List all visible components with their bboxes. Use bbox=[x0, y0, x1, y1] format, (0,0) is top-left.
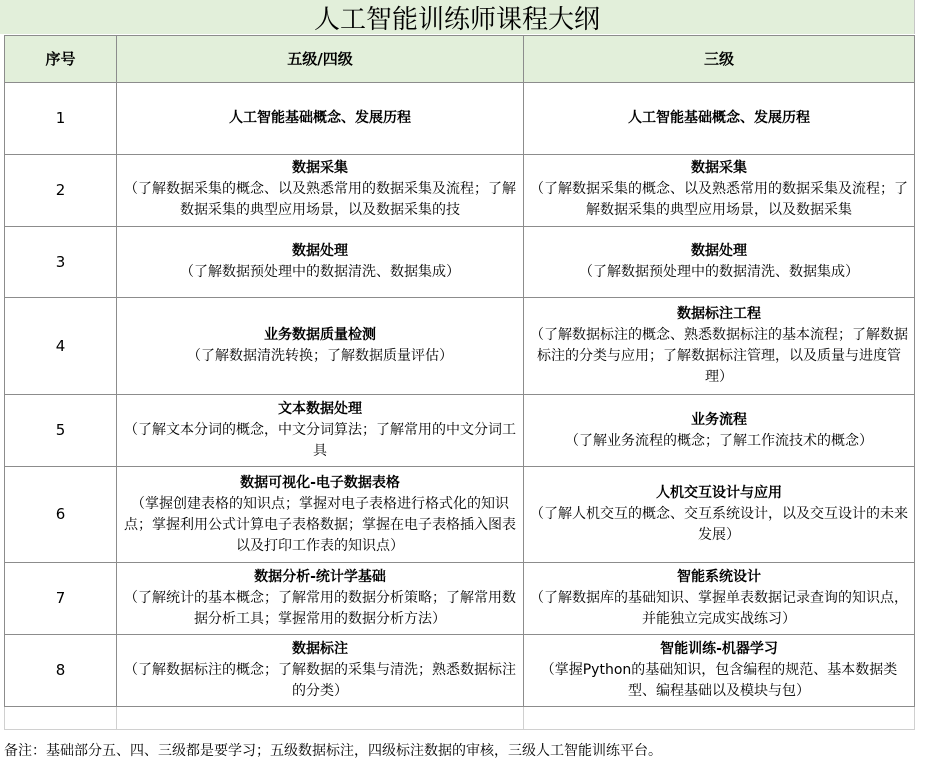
right-cell bbox=[524, 635, 915, 707]
right-cell-title: 数据采集 bbox=[691, 159, 747, 176]
right-cell bbox=[524, 83, 915, 155]
row-number: 5 bbox=[5, 395, 117, 467]
table-row bbox=[5, 155, 915, 227]
right-cell-desc: （了解业务流程的概念；了解工作流技术的概念） bbox=[565, 432, 873, 449]
left-cell bbox=[117, 227, 524, 298]
right-cell-title: 数据处理 bbox=[691, 243, 747, 259]
left-cell-desc: （掌握创建表格的知识点；掌握对电子表格进行格式化的知识点；掌握利用公式计算电子表格数据；掌握在电子表格插入图表以及打印工作表的知识点） bbox=[124, 495, 516, 554]
right-cell bbox=[524, 298, 915, 395]
empty-cell bbox=[524, 707, 915, 730]
right-gutter bbox=[915, 0, 926, 773]
right-cell-desc: （了解数据库的基础知识、掌握单表数据记录查询的知识点，并能独立完成实战练习） bbox=[530, 590, 908, 627]
row-number: 4 bbox=[5, 298, 117, 395]
table-row bbox=[5, 395, 915, 467]
header-level-3: 三级 bbox=[524, 36, 915, 83]
header-row bbox=[5, 36, 915, 83]
row-number: 6 bbox=[5, 467, 117, 563]
empty-row bbox=[5, 707, 915, 730]
table-row bbox=[5, 83, 915, 155]
row-number: 8 bbox=[5, 635, 117, 707]
right-cell-title: 智能训练-机器学习 bbox=[660, 641, 778, 657]
table-row bbox=[5, 467, 915, 563]
left-cell bbox=[117, 467, 524, 563]
left-cell bbox=[117, 298, 524, 395]
left-cell bbox=[117, 635, 524, 707]
header-level-5-4: 五级/四级 bbox=[117, 36, 524, 83]
footnote: 备注：基础部分五、四、三级都是要学习；五级数据标注，四级标注数据的审核，三级人工智能训练平台。 bbox=[4, 743, 662, 759]
right-cell-desc: （了解数据预处理中的数据清洗、数据集成） bbox=[579, 264, 859, 280]
right-cell-title: 智能系统设计 bbox=[677, 569, 761, 585]
left-cell-title: 数据标注 bbox=[292, 641, 348, 657]
page-title: 人工智能训练师课程大纲 bbox=[0, 0, 915, 34]
right-cell-title: 业务流程 bbox=[691, 411, 747, 428]
table-row bbox=[5, 635, 915, 707]
right-cell-desc: （了解数据标注的概念、熟悉数据标注的基本流程；了解数据标注的分类与应用；了解数据标注管理，以及质量与进度管理） bbox=[530, 327, 908, 385]
right-cell-title: 人工智能基础概念、发展历程 bbox=[628, 110, 810, 126]
empty-cell bbox=[5, 707, 117, 730]
right-cell bbox=[524, 155, 915, 227]
left-cell-title: 文本数据处理 bbox=[278, 401, 362, 417]
left-cell bbox=[117, 155, 524, 227]
left-cell-desc: （了解统计的基本概念；了解常用的数据分析策略；了解常用数据分析工具；掌握常用的数据分析方法） bbox=[124, 590, 516, 627]
right-cell bbox=[524, 467, 915, 563]
right-cell bbox=[524, 227, 915, 298]
empty-cell bbox=[117, 707, 524, 730]
left-cell bbox=[117, 563, 524, 635]
curriculum-table bbox=[4, 35, 915, 730]
right-cell bbox=[524, 395, 915, 467]
right-cell-title: 数据标注工程 bbox=[677, 306, 761, 322]
left-cell-title: 数据可视化-电子数据表格 bbox=[240, 474, 400, 491]
left-cell-desc: （了解文本分词的概念，中文分词算法；了解常用的中文分词工具 bbox=[124, 422, 516, 459]
row-number: 2 bbox=[5, 155, 117, 227]
table-row bbox=[5, 227, 915, 298]
table-row bbox=[5, 298, 915, 395]
row-number: 7 bbox=[5, 563, 117, 635]
left-cell-desc: （了解数据采集的概念、以及熟悉常用的数据采集及流程；了解数据采集的典型应用场景，以及数据采集的技 bbox=[124, 180, 516, 218]
left-cell-title: 数据处理 bbox=[292, 243, 348, 259]
row-number: 3 bbox=[5, 227, 117, 298]
header-num: 序号 bbox=[5, 36, 117, 83]
left-cell bbox=[117, 395, 524, 467]
left-cell-title: 人工智能基础概念、发展历程 bbox=[229, 110, 411, 126]
right-cell-desc: （掌握Python的基础知识，包含编程的规范、基本数据类型、编程基础以及模块与包） bbox=[540, 662, 898, 699]
right-cell bbox=[524, 563, 915, 635]
left-cell-desc: （了解数据清洗转换；了解数据质量评估） bbox=[187, 348, 453, 364]
left-cell-title: 业务数据质量检测 bbox=[264, 327, 376, 343]
left-cell bbox=[117, 83, 524, 155]
row-number: 1 bbox=[5, 83, 117, 155]
right-cell-desc: （了解人机交互的概念、交互系统设计，以及交互设计的未来发展） bbox=[530, 506, 908, 543]
left-cell-desc: （了解数据标注的概念；了解数据的采集与清洗；熟悉数据标注的分类） bbox=[124, 662, 516, 699]
right-cell-desc: （了解数据采集的概念、以及熟悉常用的数据采集及流程；了解数据采集的典型应用场景，以及数据采集 bbox=[530, 180, 908, 218]
left-cell-desc: （了解数据预处理中的数据清洗、数据集成） bbox=[180, 264, 460, 280]
table-row bbox=[5, 563, 915, 635]
left-cell-title: 数据采集 bbox=[292, 159, 348, 176]
right-cell-title: 人机交互设计与应用 bbox=[656, 485, 782, 501]
left-cell-title: 数据分析-统计学基础 bbox=[254, 569, 386, 585]
